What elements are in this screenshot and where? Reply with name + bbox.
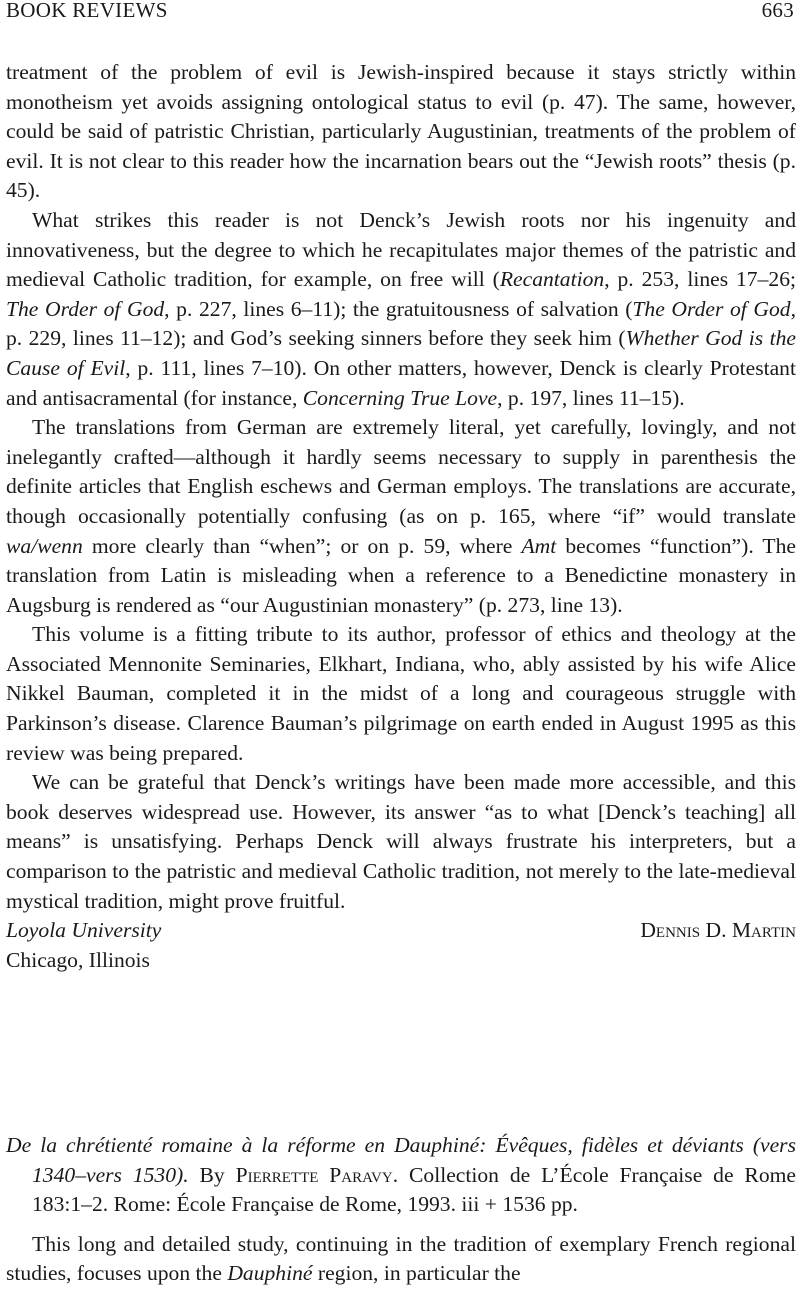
italic-text: The Order of God bbox=[6, 296, 165, 321]
italic-text: Recantation bbox=[499, 267, 605, 292]
reviewer-signature bbox=[6, 916, 796, 946]
reviewer-name: Dennis D. Martin bbox=[640, 918, 796, 943]
review-2 bbox=[6, 1131, 796, 1289]
text-run: more clearly than “when”; or on p. 59, where bbox=[82, 533, 522, 558]
paragraph-1: treatment of the problem of evil is Jewish-inspired because it stays strictly within monotheism yet avoids assigning ontological status to evil (p. 47). The same, however, could be said of patristic Christian, particularly Augustinian, treatments of the problem of evil. It is not clear to this reader how the incarnation bears out the “Jewish roots” thesis (p. 45). bbox=[6, 60, 796, 203]
italic-text: Whether God is the Cause of Evil bbox=[6, 326, 796, 380]
book-title: De la chrétienté romaine à la réforme en Dauphiné: Évêques, fidèles et déviants (vers 1340–vers 1530). bbox=[6, 1133, 796, 1187]
reviewer-affiliation: Loyola University bbox=[6, 918, 162, 943]
italic-text: The Order of God bbox=[632, 296, 791, 321]
italic-text: wa/wenn bbox=[6, 533, 83, 558]
text-run: What strikes this reader is not Denck’s Jewish roots nor his ingenuity and innovativeness, but the degree to which he recapitulates major themes of the patristic and medieval Catholic tradition, for example, on free will ( bbox=[6, 207, 796, 292]
italic-text: Amt bbox=[521, 533, 557, 558]
text-run: , p. 227, lines 6–11); the gratuitousness of salvation ( bbox=[164, 296, 633, 321]
header-section-title: BOOK REVIEWS bbox=[6, 0, 168, 22]
text-run: region, in particular the bbox=[312, 1261, 521, 1286]
paragraph-4: This volume is a fitting tribute to its author, professor of ethics and theology at the Associated Mennonite Seminaries, Elkhart, Indiana, who, ably assisted by his wife Alice Nikkel Bauman, completed it in the midst of a long and courageous struggle with Parkinson’s disease. Clarence Bauman’s pilgrimage on earth ended in August 1995 as this review was being prepared. bbox=[6, 622, 796, 765]
text-run: , p. 197, lines 11–15). bbox=[497, 385, 685, 410]
review-2-opening bbox=[6, 1230, 796, 1289]
text-run: This long and detailed study, continuing in the tradition of exemplary French regional studies, focuses upon the bbox=[6, 1231, 796, 1286]
running-header bbox=[6, 0, 794, 24]
book-citation: De la chrétienté romaine à la réforme en Dauphiné: Évêques, fidèles et déviants (vers 1340–vers 1530). By Pierrette Paravy. Collection de L’École Française de Rome 183:1–2. Rome: École Française de Rome, 1993. iii + 1536 pp. bbox=[6, 1133, 796, 1217]
review-1 bbox=[6, 58, 796, 975]
italic-text: Dauphiné bbox=[227, 1261, 313, 1286]
reviewer-location: Chicago, Illinois bbox=[6, 947, 150, 972]
paragraph-3 bbox=[6, 413, 796, 620]
book-details: . Collection de L’École Française de Rome 183:1–2. Rome: École Française de Rome, 1993. iii + 1536 pp. bbox=[32, 1162, 796, 1217]
text-run: , p. 229, lines 11–12); and God’s seeking sinners before they seek him ( bbox=[6, 296, 796, 351]
text-run: , p. 253, lines 17–26; bbox=[604, 267, 796, 292]
book-author: Pierrette Paravy bbox=[235, 1162, 393, 1187]
paragraph-5: We can be grateful that Denck’s writings have been made more accessible, and this book deserves widespread use. However, its answer “as to what [Denck’s teaching] all means” is unsatisfying. Perhaps Denck will always frustrate his interpreters, but a comparison to the patristic and medieval Catholic tradition, not merely to the late-medieval mystical tradition, might prove fruitful. bbox=[6, 770, 796, 913]
paragraph-2 bbox=[6, 206, 796, 413]
text-run: The translations from German are extremely literal, yet carefully, lovingly, and not inelegantly crafted—although it hardly seems necessary to supply in parenthesis the definite articles that English eschews and German employs. The translations are accurate, though occasionally potentially confusing (as on p. 165, where “if” would translate bbox=[6, 415, 796, 528]
italic-text: Concerning True Love bbox=[302, 385, 498, 410]
text-run: becomes “function”). The translation from Latin is misleading when a reference to a Benedictine monastery in Augsburg is rendered as “our Augustinian monastery” (p. 273, line 13). bbox=[6, 533, 796, 617]
text-run: , p. 111, lines 7–10). On other matters, however, Denck is clearly Protestant and antisacramental (for instance, bbox=[6, 355, 796, 410]
page-number: 663 bbox=[761, 0, 794, 22]
